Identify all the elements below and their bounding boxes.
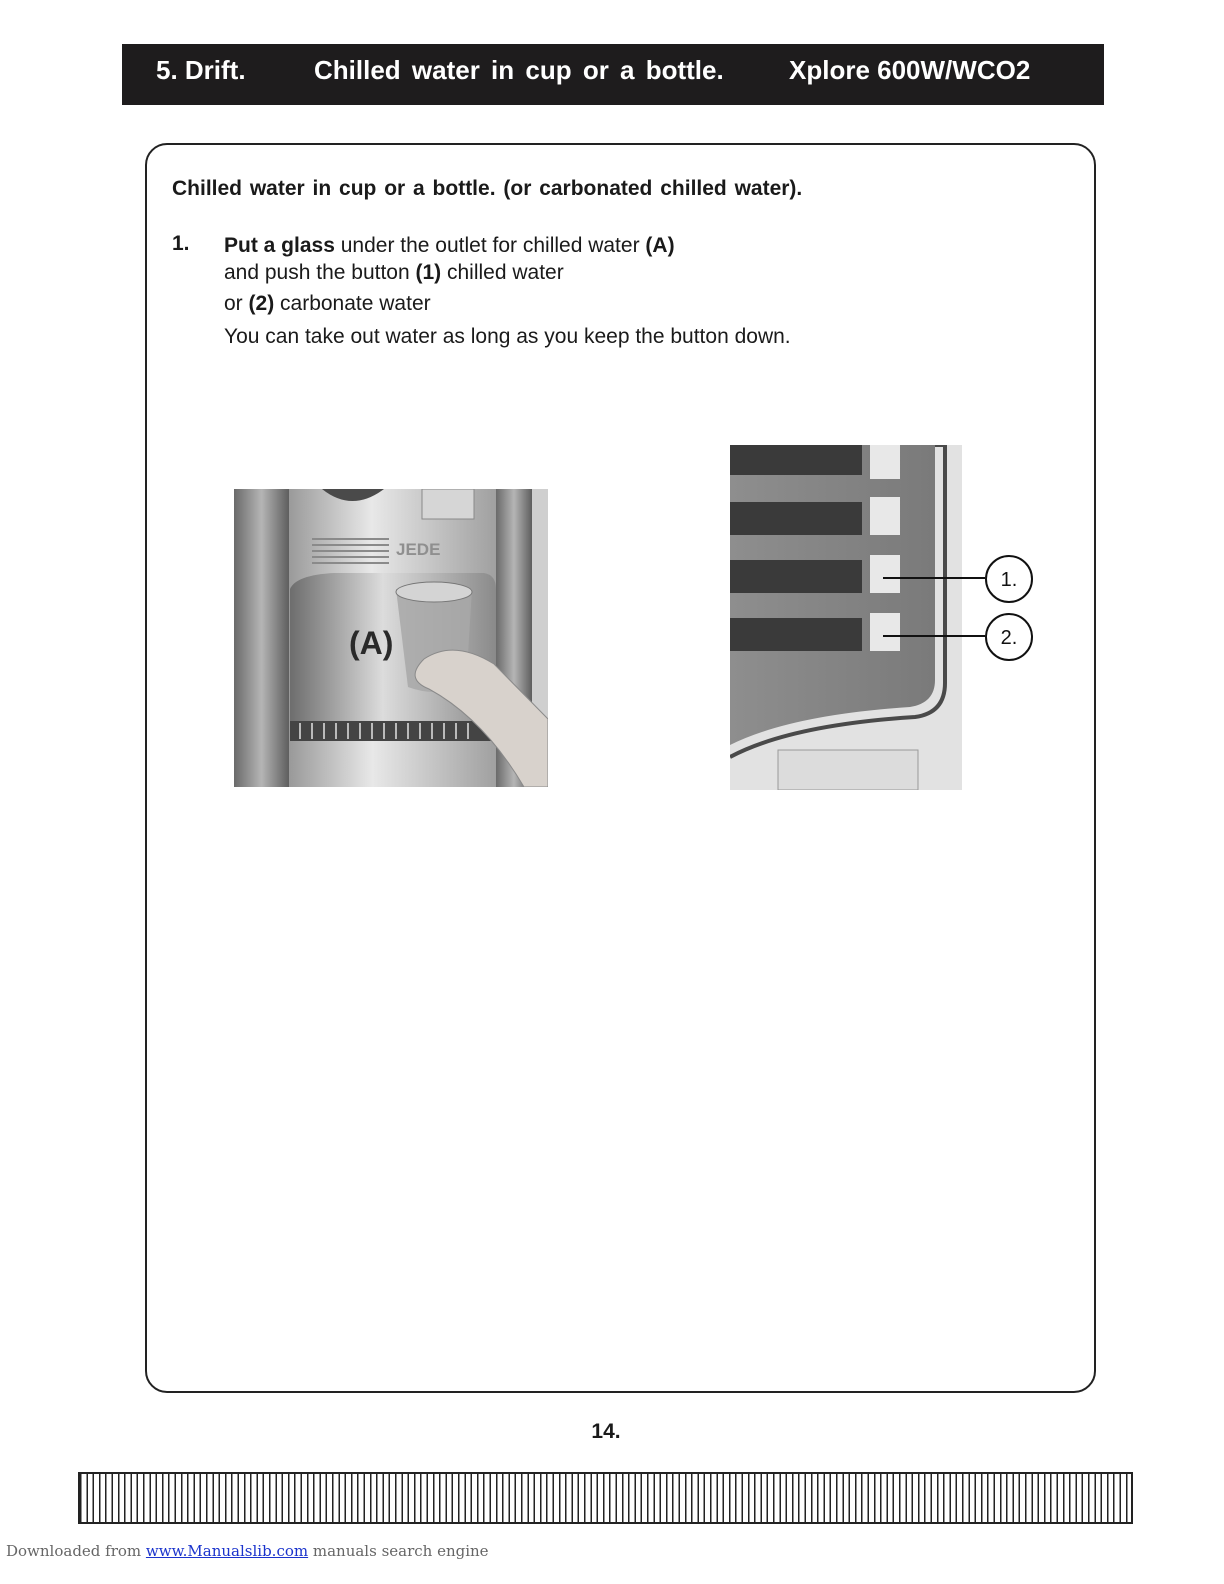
manualslib-link[interactable]: www.Manualslib.com	[145, 1542, 309, 1560]
page-number: 14.	[591, 1420, 621, 1443]
callout-2: 2.	[1000, 627, 1018, 649]
panel-button-icon	[870, 497, 900, 535]
step-line-2-bold: (1)	[415, 261, 442, 284]
footer	[6, 1542, 489, 1560]
step-line-2-text2: chilled water	[441, 261, 564, 284]
step-line-1-bold2: (A)	[645, 234, 675, 257]
step-line-4: You can take out water as long as you keep the button down.	[224, 325, 791, 348]
header-title: Chilled water in cup or a bottle.	[314, 55, 724, 85]
button-panel-photo	[730, 445, 1050, 790]
chilled-water-button-icon	[870, 555, 900, 593]
header-model: Xplore 600W/WCO2	[789, 55, 1031, 85]
step-instructions	[224, 231, 791, 352]
label-a: (A)	[349, 625, 394, 661]
header-bar	[122, 44, 1104, 105]
dispenser-photo	[234, 489, 548, 787]
panel-button-top-icon	[870, 445, 900, 479]
carbonate-water-button-icon	[870, 613, 900, 651]
step-line-3	[224, 289, 791, 319]
step-line-1	[224, 231, 791, 261]
step-line-1-text: under the outlet for chilled water	[334, 234, 646, 257]
brand-logo: JEDE	[396, 540, 441, 559]
footer-suffix: manuals search engine	[308, 1542, 489, 1560]
footer-prefix: Downloaded from	[6, 1542, 146, 1560]
step-line-2	[224, 258, 791, 288]
step-line-2-text: and push the button	[224, 261, 416, 284]
step-line-3-text2: carbonate water	[274, 292, 431, 315]
box-heading: Chilled water in cup or a bottle. (or carbonated chilled water).	[172, 177, 803, 200]
step-line-1-bold: Put a glass	[224, 234, 335, 257]
step-number: 1.	[172, 232, 190, 255]
step-line-3-text: or	[224, 292, 249, 315]
decorative-barcode	[78, 1472, 1133, 1524]
header-section: 5. Drift.	[156, 55, 246, 85]
callout-1: 1.	[1000, 569, 1018, 591]
step-line-3-bold: (2)	[248, 292, 275, 315]
